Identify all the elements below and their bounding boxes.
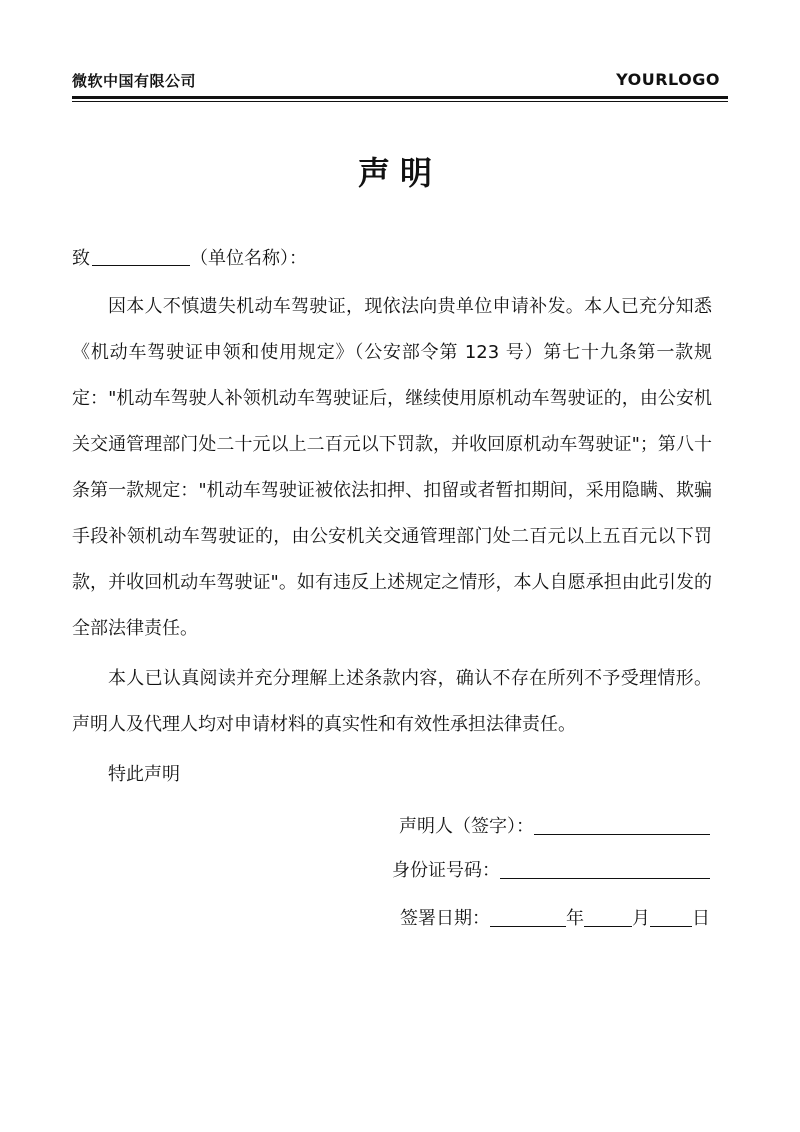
month-blank[interactable] [584, 908, 632, 927]
declarant-label: 声明人（签字）： [399, 816, 534, 837]
sign-date-row [400, 904, 710, 930]
year-label: 年 [566, 908, 584, 929]
addressee-prefix: 致 [72, 248, 90, 269]
document-title: 声明 [357, 154, 442, 192]
body-paragraph-2: 本人已认真阅读并充分理解上述条款内容，确认不存在所列不予受理情形。声明人及代理人均对申请材料的真实性和有效性承担法律责任。 [72, 668, 712, 735]
declarant-signature-row [399, 812, 710, 838]
logo-text: YOURLOGO [616, 70, 720, 89]
company-name: 微软中国有限公司 [72, 72, 197, 90]
day-label: 日 [692, 908, 710, 929]
header-rule-thick [72, 96, 728, 99]
month-label: 月 [632, 908, 650, 929]
header-rule-thin [72, 101, 728, 102]
body-paragraph-1: 因本人不慎遗失机动车驾驶证，现依法向贵单位申请补发。本人已充分知悉《机动车驾驶证申领和使用规定》（公安部令第 123 号）第七十九条第一款规定："机动车驾驶人补领机动车驾驶证后，继续使用原机动车驾驶证的，由公安机关交通管理部门处二十元以上二百元以下罚款，并收回原机动车驾驶证"；第八十条第一款规定："机动车驾驶证被依法扣押、扣留或者暂扣期间，采用隐瞒、欺骗手段补领机动车驾驶证的，由公安机关交通管理部门处二百元以上五百元以下罚款，并收回机动车驾驶证"。如有违反上述规定之情形，本人自愿承担由此引发的全部法律责任。 [72, 296, 712, 639]
unit-name-blank[interactable] [92, 247, 190, 266]
id-number-blank[interactable] [500, 860, 710, 879]
addressee-suffix: （单位名称）： [190, 248, 307, 269]
page-header [72, 70, 728, 92]
date-label: 签署日期： [400, 908, 490, 929]
id-number-row [392, 856, 710, 882]
closing-text: 特此声明 [108, 764, 180, 785]
declarant-signature-blank[interactable] [534, 816, 710, 835]
year-blank[interactable] [490, 908, 566, 927]
day-blank[interactable] [650, 908, 692, 927]
id-label: 身份证号码： [392, 860, 500, 881]
addressee-line [72, 244, 307, 270]
